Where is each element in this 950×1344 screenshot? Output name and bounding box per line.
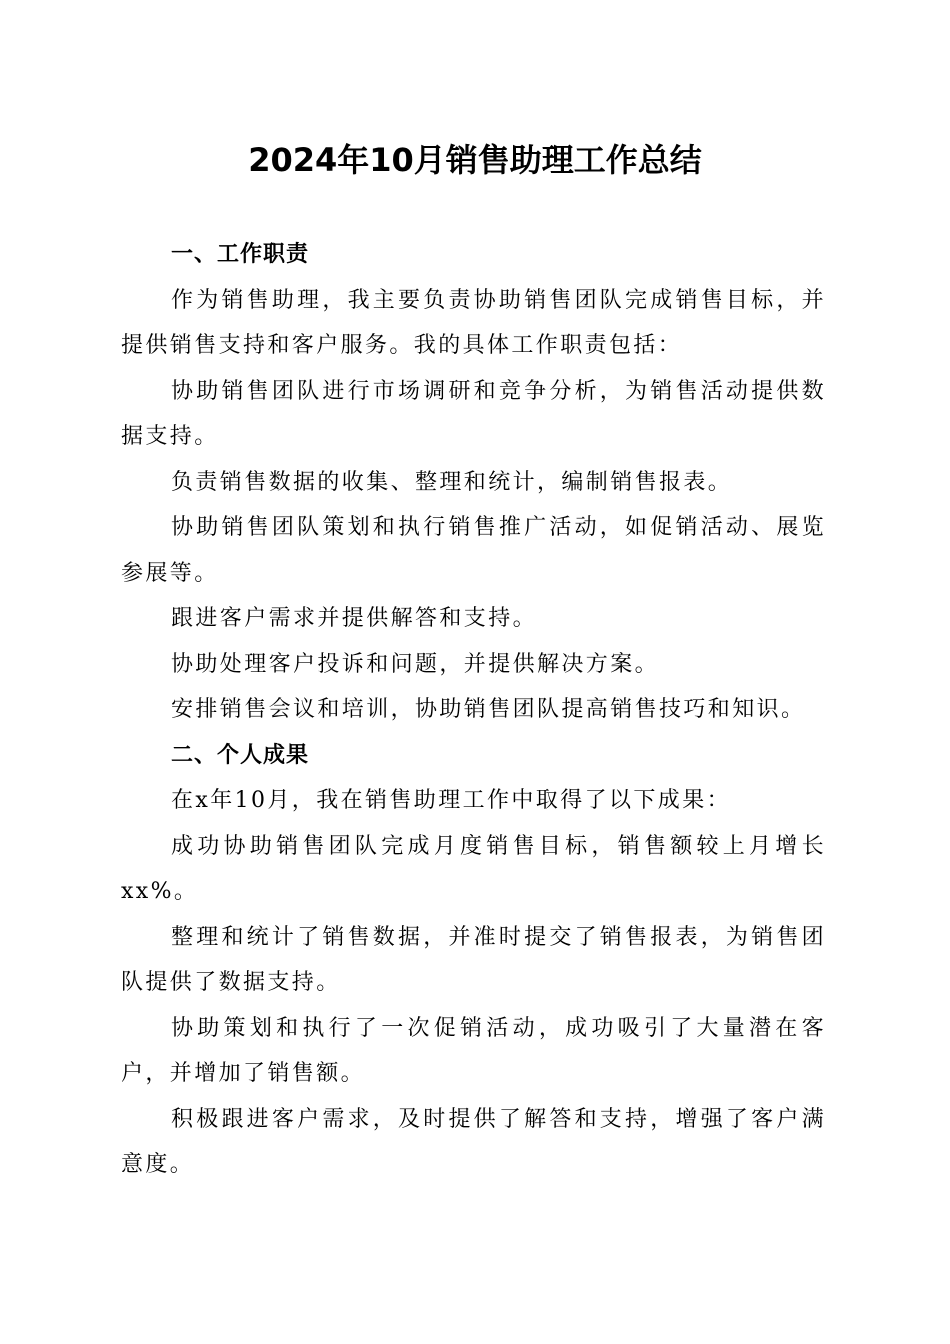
paragraph: 负责销售数据的收集、整理和统计，编制销售报表。	[171, 469, 733, 495]
paragraph: 整理和统计了销售数据，并准时提交了销售报表，为销售团队提供了数据支持。	[121, 924, 826, 995]
section-heading-duties: 一、工作职责	[171, 242, 310, 267]
document-title: 2024年10月销售助理工作总结	[248, 141, 702, 179]
paragraph: 作为销售助理，我主要负责协助销售团队完成销售目标，并提供销售支持和客户服务。我的具体工作职责包括：	[121, 287, 826, 358]
section-heading-achievements: 二、个人成果	[171, 742, 310, 768]
paragraph: 成功协助销售团队完成月度销售目标，销售额较上月增长xx%。	[121, 833, 826, 904]
paragraph: 跟进客户需求并提供解答和支持。	[171, 606, 538, 631]
document-body	[121, 232, 826, 1188]
paragraph: 协助策划和执行了一次促销活动，成功吸引了大量潜在客户，并增加了销售额。	[121, 1015, 826, 1086]
paragraph: 安排销售会议和培训，协助销售团队提高销售技巧和知识。	[171, 697, 806, 722]
paragraph: 协助销售团队进行市场调研和竞争分析，为销售活动提供数据支持。	[121, 378, 826, 449]
paragraph: 协助销售团队策划和执行销售推广活动，如促销活动、展览参展等。	[121, 515, 826, 586]
paragraph: 在x年10月，我在销售助理工作中取得了以下成果：	[171, 788, 732, 813]
paragraph: 协助处理客户投诉和问题，并提供解决方案。	[171, 651, 660, 677]
paragraph: 积极跟进客户需求，及时提供了解答和支持，增强了客户满意度。	[121, 1106, 826, 1177]
